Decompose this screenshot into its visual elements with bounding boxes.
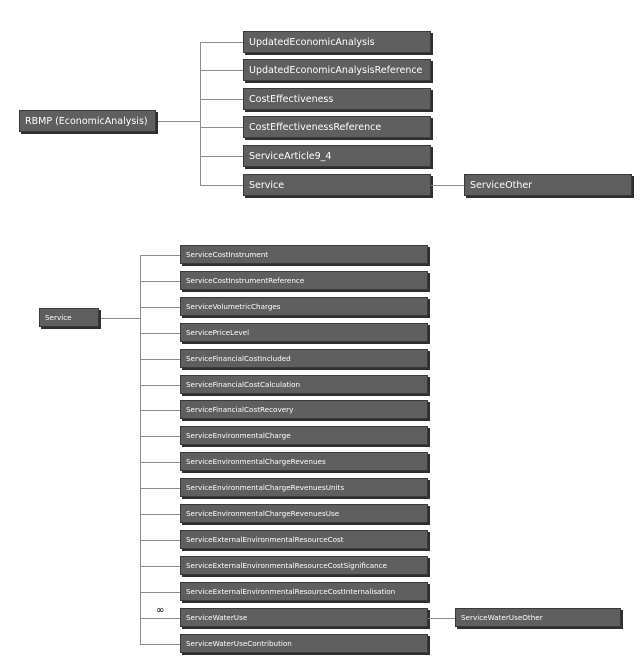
branch-line	[200, 127, 243, 128]
bottom-branch-line	[140, 333, 180, 334]
extension-node: ServiceOther	[464, 174, 632, 196]
bottom-branch-line	[140, 359, 180, 360]
child-node-3: CostEffectivenessReference	[243, 116, 431, 138]
bottom-child-node-12: ServiceExternalEnvironmentalResourceCostSignificance	[180, 556, 428, 575]
bottom-child-node-9: ServiceEnvironmentalChargeRevenuesUnits	[180, 478, 428, 497]
bottom-child-node-0: ServiceCostInstrument	[180, 245, 428, 264]
bottom-branch-line	[140, 436, 180, 437]
child-node-1: UpdatedEconomicAnalysisReference	[243, 59, 431, 81]
bottom-branch-line	[140, 307, 180, 308]
bottom-root-connector-line	[99, 318, 140, 319]
bottom-child-node-2: ServiceVolumetricCharges	[180, 297, 428, 316]
branch-line	[200, 70, 243, 71]
bottom-child-node-6: ServiceFinancialCostRecovery	[180, 400, 428, 419]
bottom-branch-line	[140, 618, 180, 619]
bottom-branch-line	[140, 281, 180, 282]
root-connector-line	[156, 121, 200, 122]
bottom-child-node-11: ServiceExternalEnvironmentalResourceCost	[180, 530, 428, 549]
bottom-branch-line	[140, 566, 180, 567]
bottom-branch-line	[140, 255, 180, 256]
branch-line	[200, 99, 243, 100]
bottom-branch-line	[140, 462, 180, 463]
root-node: RBMP (EconomicAnalysis)	[19, 110, 156, 132]
extension-connector-line	[431, 185, 464, 186]
trunk-line	[200, 42, 201, 185]
bottom-child-node-3: ServicePriceLevel	[180, 323, 428, 342]
child-node-4: ServiceArticle9_4	[243, 145, 431, 167]
bottom-branch-line	[140, 514, 180, 515]
multiplicity-label: ∞	[156, 605, 165, 616]
branch-line	[200, 42, 243, 43]
bottom-branch-line	[140, 592, 180, 593]
bottom-extension-node: ServiceWaterUseOther	[455, 608, 621, 627]
bottom-child-node-15: ServiceWaterUseContribution	[180, 634, 428, 653]
bottom-branch-line	[140, 488, 180, 489]
bottom-branch-line	[140, 540, 180, 541]
bottom-child-node-13: ServiceExternalEnvironmentalResourceCostInternalisation	[180, 582, 428, 601]
child-node-2: CostEffectiveness	[243, 88, 431, 110]
bottom-branch-line	[140, 410, 180, 411]
bottom-child-node-14: ServiceWaterUse	[180, 608, 428, 627]
bottom-branch-line	[140, 385, 180, 386]
bottom-trunk-line	[140, 255, 141, 644]
bottom-extension-connector-line	[428, 618, 455, 619]
bottom-child-node-1: ServiceCostInstrumentReference	[180, 271, 428, 290]
child-node-5: Service	[243, 174, 431, 196]
bottom-child-node-7: ServiceEnvironmentalCharge	[180, 426, 428, 445]
bottom-root-node: Service	[39, 308, 99, 327]
bottom-child-node-5: ServiceFinancialCostCalculation	[180, 375, 428, 394]
bottom-child-node-4: ServiceFinancialCostIncluded	[180, 349, 428, 368]
bottom-child-node-8: ServiceEnvironmentalChargeRevenues	[180, 452, 428, 471]
child-node-0: UpdatedEconomicAnalysis	[243, 31, 431, 53]
branch-line	[200, 156, 243, 157]
branch-line	[200, 185, 243, 186]
bottom-child-node-10: ServiceEnvironmentalChargeRevenuesUse	[180, 504, 428, 523]
bottom-branch-line	[140, 644, 180, 645]
